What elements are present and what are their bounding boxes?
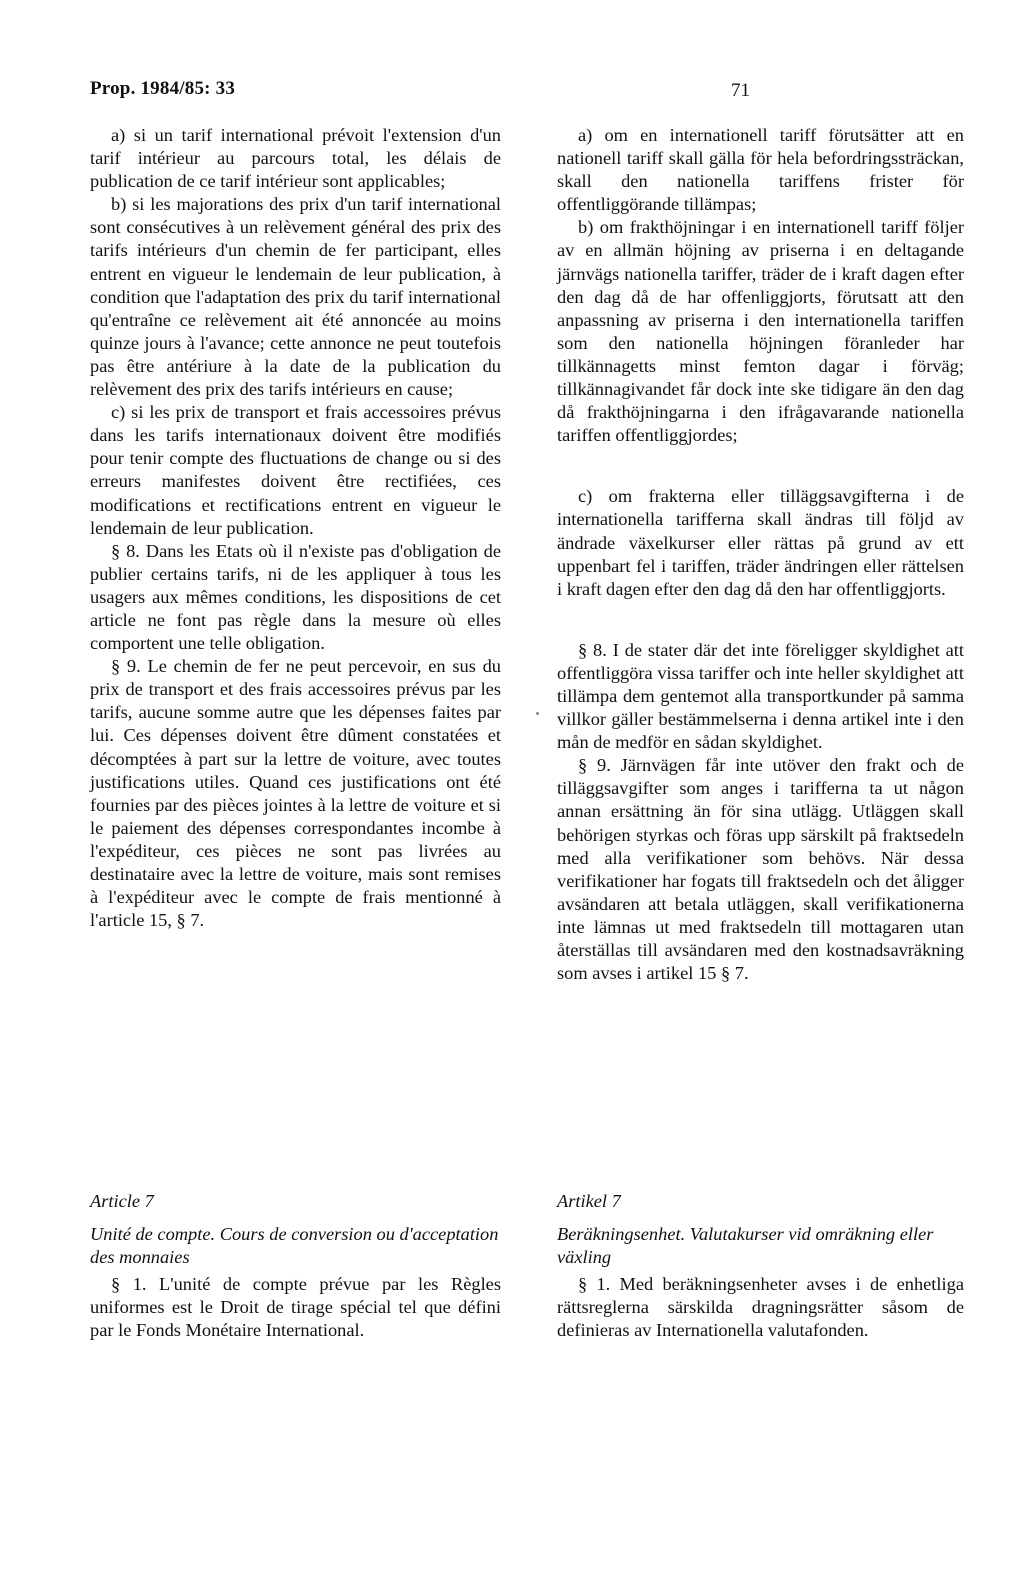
fr-paragraph-b: b) si les majorations des prix d'un tarif international sont consécutives à un relèvement général des prix des tarifs intérieurs d'un chemin de fer participant, elles entrent en vigueur le lendemain de leur publication, à condition que l'adaptation des prix du tarif international qu'entraîne ce relèvement ait été annoncée au moins quinze jours à l'avance; cette annonce ne peut toutefois pas être antériure à la date de la publication du relèvement des prix des tarifs intérieurs en cause; — [90, 194, 501, 400]
fr-article-paragraph-1: § 1. L'unité de compte prévue par les Règles uniformes est le Droit de tirage spécial tel que défini par le Fonds Monétaire International. — [90, 1274, 501, 1341]
fr-article-title: Unité de compte. Cours de conversion ou d'acceptation des monnaies — [90, 1224, 499, 1268]
header-document-reference: Prop. 1984/85: 33 — [90, 78, 236, 99]
page-number: 71 — [731, 80, 750, 101]
fr-paragraph-a: a) si un tarif international prévoit l'extension d'un tarif intérieur au parcours total, les délais de publication de ce tarif intérieur sont applicables; — [90, 125, 501, 192]
french-column — [90, 124, 501, 932]
fr-paragraph-c: c) si les prix de transport et frais accessoires prévus dans les tarifs internationaux doivent être modifiés pour tenir compte des fluctuations de change ou si des erreurs manifestes doivent être rectifiées, ces modifications et rectifications entrent en vigueur le lendemain de leur publication. — [90, 402, 501, 538]
swedish-column — [557, 124, 964, 985]
sv-article-number: Artikel 7 — [557, 1191, 621, 1211]
sv-paragraph-b: b) om frakthöjningar i en internationell tariff följer av en allmän höjning av priserna i en deltagande järnvägs nationella tariffer, träder de i kraft dagen efter den dag då de har offenliggjorts, förutsatt att den anpassning av priserna i den internationella tariffen som den nationella höjningen föranleder har tillkännagetts minst femton dagar i förväg; tillkännagivandet får dock inte ske tidigare än den dag då frakthöjningarna i den ifrågavarande nationella tariffen offentliggjordes; — [557, 217, 964, 446]
fr-article-number: Article 7 — [90, 1191, 154, 1211]
fr-paragraph-9: § 9. Le chemin de fer ne peut percevoir, en sus du prix de transport et des frais accessoires prévus par les tarifs, aucune somme autre que les dépenses faites par lui. Ces dépenses doivent être dûment constatées et décomptées à part sur la lettre de voiture, avec toutes justifications utiles. Quand ces justifications ont été fournies par des pièces jointes à la lettre de voiture et si le paiement des dépenses correspondantes incombe à l'expéditeur, ces pièces ne sont pas livrées au destinataire avec la lettre de voiture, mais sont remises à l'expéditeur avec le compte de frais mentionné à l'article 15, § 7. — [90, 656, 501, 931]
sv-article-paragraph-1: § 1. Med beräkningsenheter avses i de enhetliga rättsreglerna särskilda dragningsrätter såsom de definieras av Internationella valutafonden. — [557, 1274, 964, 1341]
sv-paragraph-8: § 8. I de stater där det inte föreligger skyldighet att offentliggöra vissa tariffer och inte heller skyldighet att tillämpa dem gentemot alla transportkunder på samma villkor gäller bestämmelserna i denna artikel inte i den mån de medför en sådan skyldighet. — [557, 639, 964, 753]
sv-paragraph-9: § 9. Järnvägen får inte utöver den frakt och de tilläggsavgifter som anges i tarifferna ta ut någon annan ersättning än för sina utlägg. Utläggen skall behörigen styrkas och föras upp särskilt på fraktsedeln med alla verifikationer som behövs. När dessa verifikationer har fogats till fraktsedeln och det åligger avsändaren att betala utläggen, skall verifikationerna inte lämnas ut med fraktsedeln till mottagaren utan återställas till avsändaren med den kostnadsavräkning som avses i artikel 15 § 7. — [557, 755, 964, 984]
margin-dot — [536, 712, 539, 715]
sv-article-7 — [557, 1190, 964, 1343]
sv-paragraph-a: a) om en internationell tariff förutsätter att en nationell tariff skall gälla för hela befordringssträckan, skall den nationella tariffens frister för offentliggörande tillämpas; — [557, 125, 964, 215]
fr-paragraph-8: § 8. Dans les Etats où il n'existe pas d'obligation de publier certains tarifs, ni de les appliquer à tous les usagers aux mêmes conditions, les dispositions de cet article ne font pas règle dans la mesure où elles comportent une telle obligation. — [90, 540, 501, 654]
sv-article-title: Beräkningsenhet. Valutakurser vid omräkning eller växling — [557, 1224, 934, 1268]
sv-paragraph-c: c) om frakterna eller tilläggsavgifterna i de internationella tarifferna skall ändras till följd av ändrade växelkurser eller rättas på grund av ett uppenbart fel i tariffen, träder ändringen eller rättelsen i kraft dagen efter den dag då den har offentliggjorts. — [557, 486, 964, 599]
fr-article-7 — [90, 1190, 501, 1343]
